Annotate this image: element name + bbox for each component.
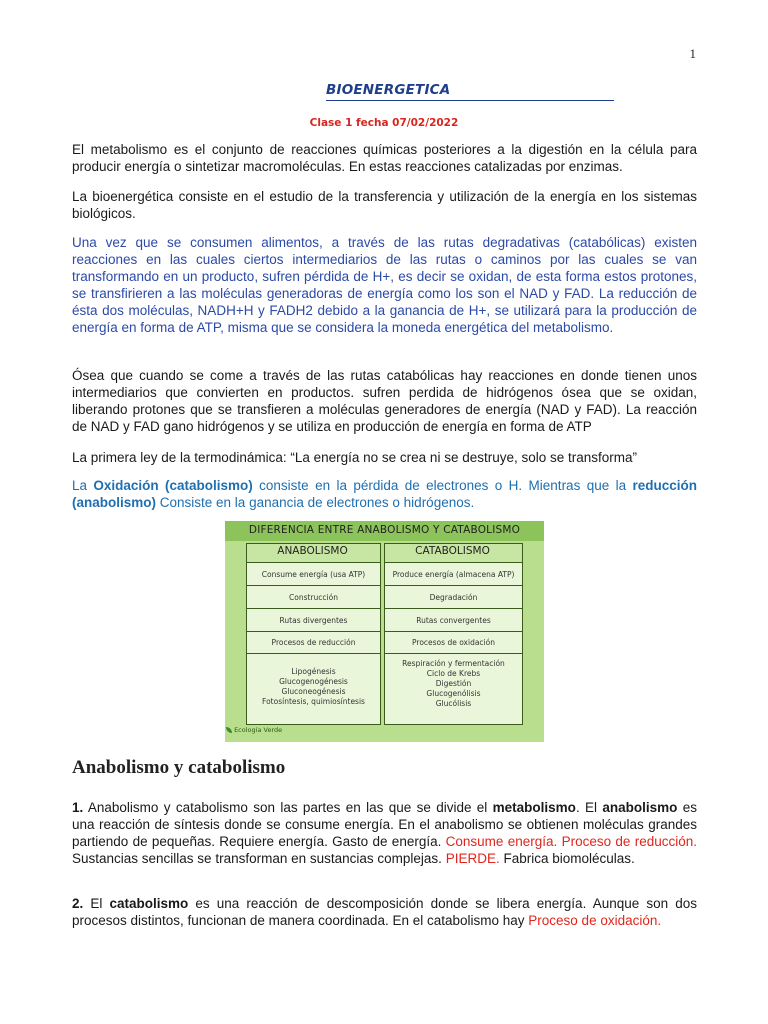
anabolism-header: ANABOLISMO <box>277 545 348 557</box>
paragraph-section-1 <box>72 799 697 867</box>
page-number: 1 <box>689 46 696 61</box>
reduction-term: reducción (anabolismo) <box>72 478 697 510</box>
highlight-red: Proceso de oxidación. <box>528 913 662 928</box>
diagram-title: DIFERENCIA ENTRE ANABOLISMO Y CATABOLISMO <box>248 524 521 536</box>
logo-text: Ecología Verde <box>234 726 283 734</box>
paragraph-thermodynamics: La primera ley de la termodinámica: “La energía no se crea ni se destruye, solo se transforma” <box>72 450 638 465</box>
bold-term: anabolismo <box>602 800 678 815</box>
anabolism-cell: Construcción <box>289 593 338 602</box>
list-number: 1. <box>72 800 84 815</box>
catabolism-cell: Respiración y fermentación <box>402 659 505 668</box>
catabolism-cell: Rutas convergentes <box>416 616 491 625</box>
list-number: 2. <box>72 896 84 911</box>
document-title: BIOENERGETICA <box>326 82 451 98</box>
anabolism-cell: Procesos de reducción <box>271 638 356 647</box>
paragraph-degradative-routes: Una vez que se consumen alimentos, a través de las rutas degradativas (catabólicas) existen reacciones en las cuales ciertos intermediarios de las rutas o caminos por las cuales se van transformando en un producto, sufren pérdida de H+, es decir se oxidan, de esta forma estos protones, se transfirieren a las moléculas generadoras de energía como los son el NAD y FAD. La reducción de ésta dos moléculas, NADH+H y FADH2 debido a la ganancia de H+, se utilizará para la producción de energía en forma de ATP, misma que se considera la moneda energética del metabolismo. <box>72 235 697 335</box>
oxidation-term: Oxidación (catabolismo) <box>93 478 253 493</box>
text-segment: El <box>83 896 110 911</box>
highlight-red: Consume energía. Proceso de reducción. <box>445 834 697 849</box>
anabolism-cell: Gluconeogénesis <box>281 687 346 696</box>
ecologia-verde-logo <box>226 726 282 734</box>
catabolism-cell: Digestión <box>435 679 472 688</box>
highlight-red: PIERDE. <box>445 851 500 866</box>
catabolism-cell: Glucólisis <box>435 699 472 708</box>
anabolism-cell: Rutas divergentes <box>279 616 348 625</box>
catabolism-header: CATABOLISMO <box>415 545 490 557</box>
anabolism-cell: Glucogenogénesis <box>279 677 348 686</box>
paragraph-bioenergetics: La bioenergética consiste en el estudio de la transferencia y utilización de la energía en los sistemas biológicos. <box>72 189 697 221</box>
text-segment: es una reacción de síntesis donde se consume energía. En el anabolismo se obtienen moléculas grandes partiendo de pequeñas. Requiere energía. Gasto de energía. <box>72 800 697 849</box>
leaf-icon <box>226 727 232 733</box>
catabolism-cell: Ciclo de Krebs <box>426 669 481 678</box>
class-date-subtitle: Clase 1 fecha 07/02/2022 <box>309 117 459 129</box>
paragraph-metabolism: El metabolismo es el conjunto de reacciones químicas posteriores a la digestión en la célula para producir energía o sintetizar macromoléculas. En estas reacciones catalizadas por enzimas. <box>72 142 697 174</box>
anabolism-cell: Lipogénesis <box>291 667 336 676</box>
text-segment: Sustancias sencillas se transforman en sustancias complejas. <box>72 851 446 866</box>
anabolism-cell: Fotosíntesis, quimiosíntesis <box>262 697 365 706</box>
paragraph-section-2 <box>72 895 697 929</box>
text-segment: Consiste en la ganancia de electrones o hidrógenos. <box>156 495 475 510</box>
comparison-table <box>246 543 522 723</box>
text-segment: . El <box>575 800 603 815</box>
text-segment: Fabrica biomoléculas. <box>499 851 635 866</box>
bold-term: catabolismo <box>109 896 189 911</box>
catabolism-cell: Procesos de oxidación <box>412 638 495 647</box>
text-segment: consiste en la pérdida de electrones o H. Mientras que la <box>252 478 633 493</box>
text-segment: Anabolismo y catabolismo son las partes en las que se divide el <box>83 800 493 815</box>
catabolism-cell: Produce energía (almacena ATP) <box>392 570 515 579</box>
text-segment: La <box>72 478 94 493</box>
paragraph-oxidation-reduction <box>72 477 697 511</box>
anabolism-cell: Consume energía (usa ATP) <box>261 570 366 579</box>
catabolism-cell: Degradación <box>429 593 478 602</box>
text-segment: es una reacción de descomposición donde se libera energía. Aunque son dos procesos distintos, funcionan de manera coordinada. En el catabolismo hay <box>72 896 697 928</box>
title-underline <box>326 82 614 101</box>
section-heading: Anabolismo y catabolismo <box>72 757 286 778</box>
paragraph-catabolic-routes: Ósea que cuando se come a través de las rutas catabólicas hay reacciones en donde tienen unos intermediarios que convierten en productos. sufren perdida de hidrógenos ósea que se oxidan, liberando protones que se transfieren a moléculas generadores de energía (NAD y FAD). La reacción de NAD y FAD gano hidrógenos y se utiliza en producción de energía en forma de ATP <box>72 368 697 434</box>
bold-term: metabolismo <box>492 800 576 815</box>
catabolism-cell: Glucogenólisis <box>426 689 481 698</box>
